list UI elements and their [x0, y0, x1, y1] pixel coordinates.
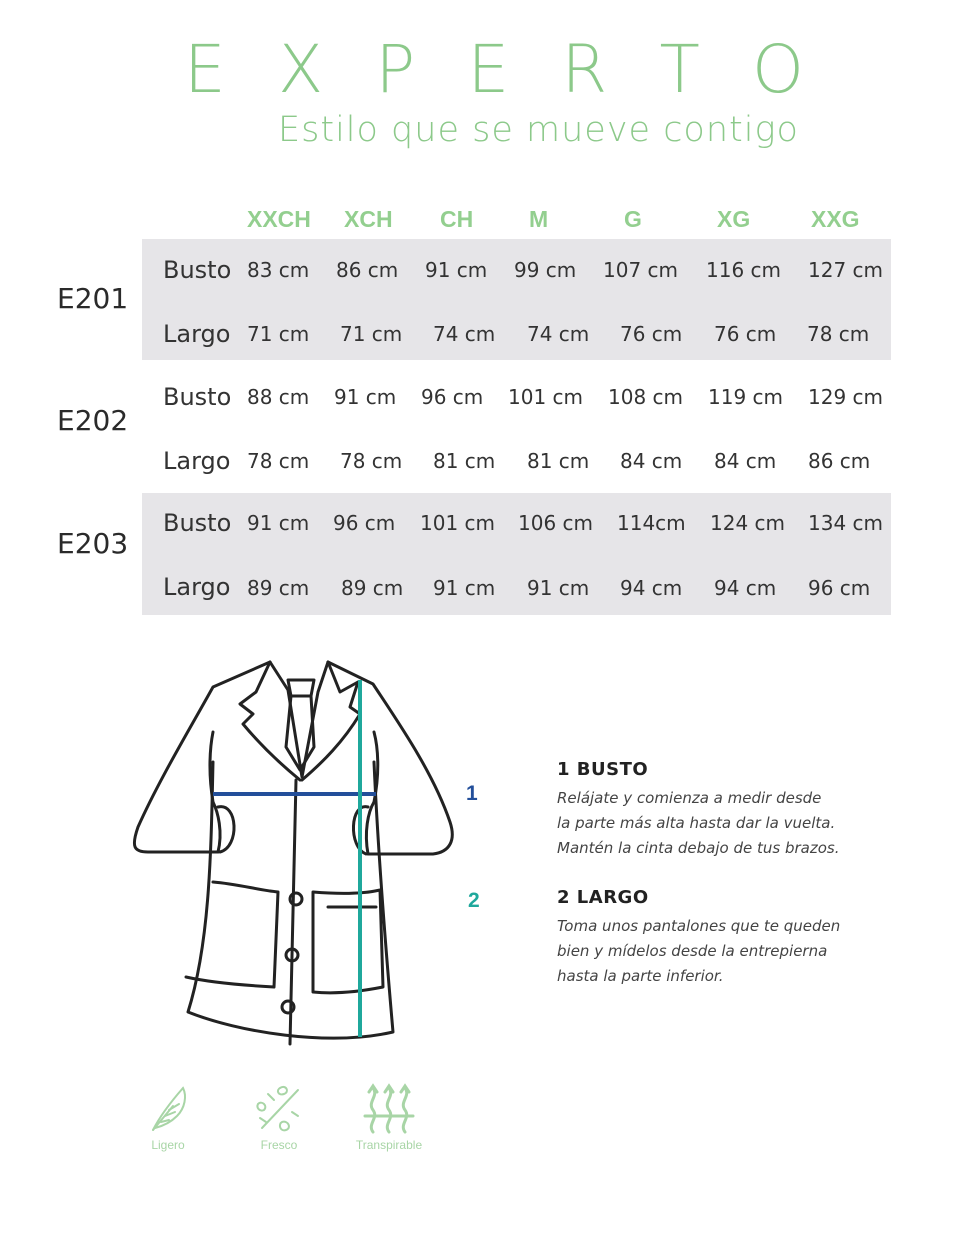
table-cell: 76 cm [620, 322, 683, 346]
table-cell: 99 cm [514, 258, 577, 282]
table-cell: 89 cm [341, 576, 404, 600]
table-cell: 89 cm [247, 576, 310, 600]
row-label-largo: Largo [163, 573, 231, 601]
brand-letter: T [659, 31, 700, 108]
table-cell: 94 cm [714, 576, 777, 600]
table-cell: 81 cm [527, 449, 590, 473]
table-cell: 127 cm [808, 258, 884, 282]
feature-label: Fresco [260, 1138, 298, 1152]
table-cell: 84 cm [714, 449, 777, 473]
table-cell: 78 cm [807, 322, 870, 346]
size-header-ch: CH [440, 206, 474, 232]
table-cell: 91 cm [334, 385, 397, 409]
size-header-xxg: XXG [811, 206, 860, 232]
feature-label: Transpirable [355, 1138, 423, 1152]
feature-transpirable [344, 1082, 434, 1152]
model-label-e202: E202 [57, 404, 129, 437]
row-label-busto: Busto [163, 509, 232, 537]
brand-letter: O [752, 31, 804, 108]
brand-letter: E [467, 31, 510, 108]
row-label-busto: Busto [163, 383, 232, 411]
brand-letter: E [184, 31, 226, 108]
table-cell: 84 cm [620, 449, 683, 473]
table-cell: 96 cm [421, 385, 484, 409]
breathable-icon [359, 1082, 419, 1136]
size-header-xg: XG [717, 206, 751, 232]
brand-letter: P [375, 31, 416, 108]
feature-fresco [234, 1082, 324, 1152]
feature-label: Ligero [151, 1138, 185, 1152]
row-label-largo: Largo [163, 320, 231, 348]
marker-bust: 1 [466, 782, 478, 805]
table-cell: 86 cm [808, 449, 871, 473]
table-cell: 91 cm [247, 511, 310, 535]
size-header-xxch: XXCH [247, 206, 311, 232]
marker-length: 2 [468, 889, 480, 912]
largo-title: 2 LARGO [557, 887, 649, 908]
table-cell: 107 cm [603, 258, 679, 282]
row-label-busto: Busto [163, 256, 232, 284]
largo-line: Toma unos pantalones que te queden [557, 917, 841, 935]
table-cell: 88 cm [247, 385, 310, 409]
feature-ligero [123, 1082, 213, 1152]
size-header-xch: XCH [344, 206, 393, 232]
table-cell: 74 cm [433, 322, 496, 346]
brand-letter: R [561, 31, 608, 108]
table-cell: 76 cm [714, 322, 777, 346]
table-cell: 116 cm [706, 258, 782, 282]
busto-line: la parte más alta hasta dar la vuelta. [557, 814, 836, 832]
table-cell: 91 cm [527, 576, 590, 600]
feather-icon [143, 1082, 193, 1136]
busto-line: Relájate y comienza a medir desde [557, 789, 822, 807]
size-header-m: M [529, 206, 549, 232]
brand-title [184, 31, 804, 108]
table-cell: 96 cm [808, 576, 871, 600]
tagline: Estilo que se mueve contigo [278, 110, 799, 150]
table-cell: 71 cm [340, 322, 403, 346]
table-cell: 71 cm [247, 322, 310, 346]
table-cell: 74 cm [527, 322, 590, 346]
row-label-largo: Largo [163, 447, 231, 475]
table-cell: 91 cm [433, 576, 496, 600]
largo-line: hasta la parte inferior. [557, 967, 724, 985]
table-cell: 101 cm [508, 385, 584, 409]
table-cell: 86 cm [336, 258, 399, 282]
table-cell: 119 cm [708, 385, 784, 409]
table-cell: 129 cm [808, 385, 884, 409]
table-cell: 94 cm [620, 576, 683, 600]
busto-line: Mantén la cinta debajo de tus brazos. [557, 839, 840, 857]
table-cell: 81 cm [433, 449, 496, 473]
table-cell: 91 cm [425, 258, 488, 282]
wind-icon [252, 1082, 306, 1136]
table-cell: 124 cm [710, 511, 786, 535]
largo-line: bien y mídelos desde la entrepierna [557, 942, 828, 960]
table-cell: 96 cm [333, 511, 396, 535]
size-header-g: G [624, 206, 642, 232]
table-cell: 83 cm [247, 258, 310, 282]
model-label-e203: E203 [57, 527, 129, 560]
table-cell: 106 cm [518, 511, 594, 535]
table-cell: 101 cm [420, 511, 496, 535]
table-cell: 108 cm [608, 385, 684, 409]
brand-letter: X [277, 31, 324, 108]
model-label-e201: E201 [57, 282, 129, 315]
table-cell: 78 cm [340, 449, 403, 473]
table-cell: 114cm [617, 511, 686, 535]
coat-diagram [128, 652, 468, 1052]
table-cell: 134 cm [808, 511, 884, 535]
table-cell: 78 cm [247, 449, 310, 473]
busto-title: 1 BUSTO [557, 759, 649, 780]
